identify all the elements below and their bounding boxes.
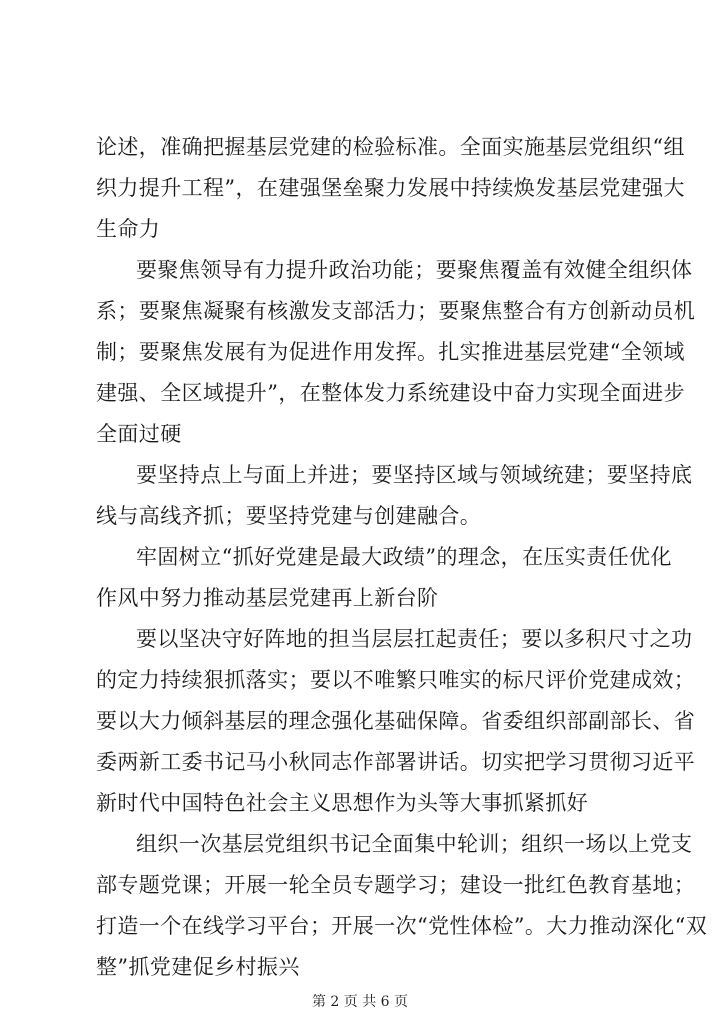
text-line: 线与高线齐抓；要坚持党建与创建融合。 bbox=[96, 504, 482, 528]
text-line: 打造一个在线学习平台；开展一次“党性体检”。大力推动深化“双 bbox=[96, 914, 708, 938]
text-line: 建强、全区域提升”，在整体发力系统建设中奋力实现全面进步 bbox=[96, 381, 685, 405]
text-line: 全面过硬 bbox=[96, 422, 182, 446]
text-line: 新时代中国特色社会主义思想作为头等大事抓紧抓好 bbox=[96, 791, 589, 815]
paragraph-first-line: 要以坚决守好阵地的担当层层扛起责任；要以多积尺寸之功 bbox=[136, 627, 693, 651]
text-line: 整”抓党建促乡村振兴 bbox=[96, 955, 300, 979]
text-line: 生命力 bbox=[96, 217, 161, 241]
text-line: 要以大力倾斜基层的理念强化基础保障。省委组织部副部长、省 bbox=[96, 709, 696, 733]
text-line: 系；要聚焦凝聚有核激发支部活力；要聚焦整合有方创新动员机 bbox=[96, 299, 696, 323]
text-line: 部专题党课；开展一轮全员专题学习；建设一批红色教育基地； bbox=[96, 873, 696, 897]
paragraph-first-line: 要坚持点上与面上并进；要坚持区域与领域统建；要坚持底 bbox=[136, 463, 693, 487]
paragraph-first-line: 牢固树立“抓好党建是最大政绩”的理念，在压实责任优化 bbox=[136, 545, 672, 569]
text-line: 制；要聚焦发展有为促进作用发挥。扎实推进基层党建“全领域 bbox=[96, 340, 685, 364]
paragraph-first-line: 要聚焦领导有力提升政治功能；要聚焦覆盖有效健全组织体 bbox=[136, 258, 693, 282]
text-line: 织力提升工程”，在建强堡垒聚力发展中持续焕发基层党建强大 bbox=[96, 176, 685, 200]
page-number-footer: 第 2 页 共 6 页 bbox=[311, 994, 409, 1010]
text-line: 委两新工委书记马小秋同志作部署讲话。切实把学习贯彻习近平 bbox=[96, 750, 696, 774]
paragraph-first-line: 组织一次基层党组织书记全面集中轮训；组织一场以上党支 bbox=[136, 832, 693, 856]
text-line: 论述，准确把握基层党建的检验标准。全面实施基层党组织“组 bbox=[96, 135, 685, 159]
text-line: 作风中努力推动基层党建再上新台阶 bbox=[96, 586, 439, 610]
text-line: 的定力持续狠抓落实；要以不唯繁只唯实的标尺评价党建成效； bbox=[96, 668, 696, 692]
